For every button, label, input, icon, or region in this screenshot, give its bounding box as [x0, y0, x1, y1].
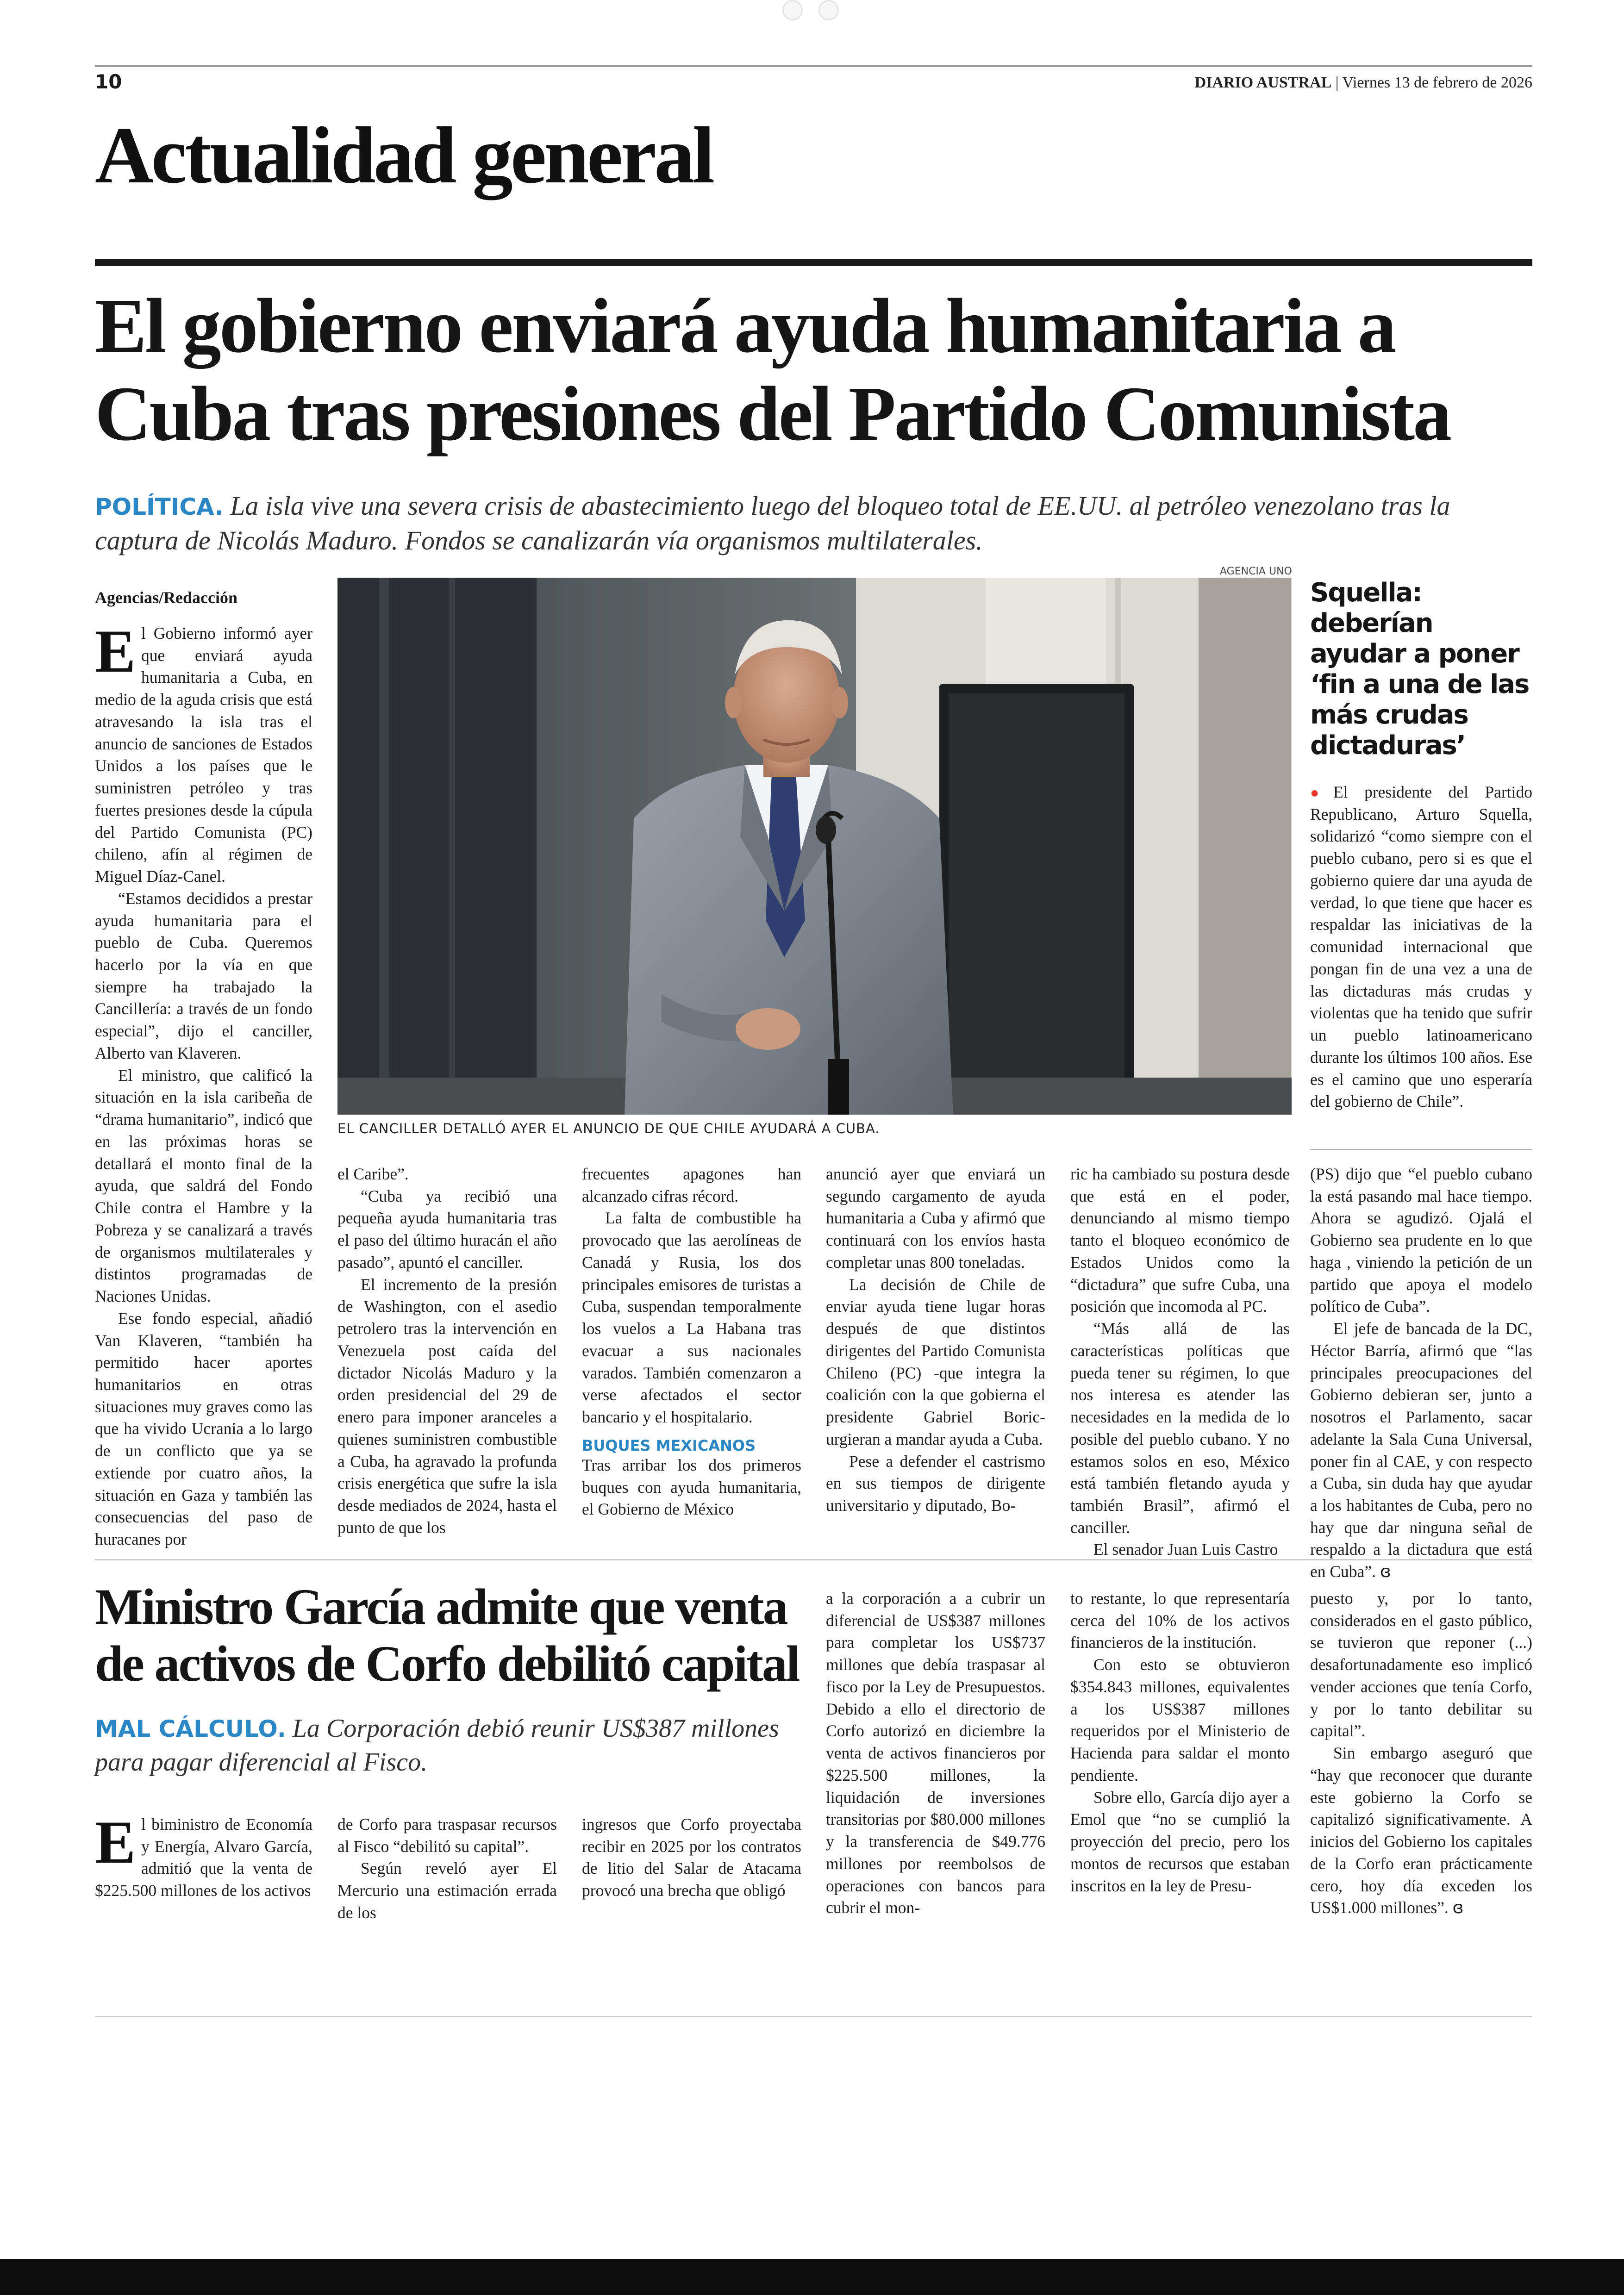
paragraph: Sobre ello, García dijo ayer a Emol que “no se cumplió la proyección del precio, pero los montos de recursos que estaban inscritos en la ley de Presu- [1070, 1788, 1290, 1895]
main-headline [95, 282, 1532, 458]
paragraph: frecuentes apagones han alcanzado cifras récord. [582, 1165, 801, 1205]
page-number: 10 [95, 70, 122, 93]
sidebar-body [1310, 781, 1532, 1113]
main-deck [95, 488, 1532, 558]
paragraph: El Gobierno informó ayer que enviará ayuda humanitaria a Cuba, en medio de la aguda crisis que está atravesando la isla tras el anuncio de sanciones de Estados Unidos a los países que le suministren petróleo y tras fuertes presiones desde la cúpula del Partido Comunista (PC) chileno, afín al régimen de Miguel Díaz-Canel. [95, 617, 312, 886]
viewer-footer-bar [0, 2259, 1624, 2295]
second-column-3 [582, 1814, 801, 1902]
paragraph: El ministro, que calificó la situación en la isla caribeña de “drama humanitario”, indicó que en las próximas horas se detallará el monto final de la ayuda, que saldrá del Fondo Chile contra el Hambre y la Pobreza y se canalizará a través de organismos multilaterales y distintos programadas de Naciones Unidas. [95, 1066, 312, 1306]
paragraph: (PS) dijo que “el pueblo cubano la está pasando mal hace tiempo. Ahora se agudizó. Ojalá el Gobierno sea prudente en lo que haga , viniendo la petición de un partido que apoya el modelo político de Cuba”. [1310, 1165, 1532, 1316]
paragraph: “Más allá de las características políticas que pueda tener su régimen, lo que nos interesa es atender las necesidades en la medida de lo posible del pueblo cubano. Y no estamos solos en eso, México está también fletando ayuda y también Brasil”, afirmó el canciller. [1070, 1319, 1290, 1537]
paragraph: Ese fondo especial, añadió Van Klaveren, “también ha permitido hacer aportes humanitarios en otras situaciones muy graves como las que ha vivido Ucrania a lo largo de un conflicto que ya se extiende por cuatro años, la situación en Gaza y también las consecuencias del paso de huracanes por [95, 1309, 312, 1549]
paragraph: La decisión de Chile de enviar ayuda tiene lugar horas después de que distintos dirigentes del Partido Comunista Chileno (PC) -que integra la coalición con la que gobierna el presidente Gabriel Boric- urgieran a mandar ayuda a Cuba. [826, 1275, 1045, 1448]
second-column-4 [826, 1588, 1045, 1919]
paragraph: puesto y, por lo tanto, considerados en el gasto público, se tuvieron que reponer (...) desafortunadamente eso implicó vender acciones que tenía Corfo, y por lo tanto debilitar su capital”. [1310, 1589, 1532, 1740]
paragraph: El incremento de la presión de Washington, con el asedio petrolero tras la intervención en Venezuela post caída del dictador Nicolás Maduro y la orden presidencial del 29 de enero para imponer aranceles a quienes suministren combustible a Cuba, ha agravado la profunda crisis energética que sufre la isla desde mediados de 2024, hasta el punto de que los [337, 1275, 557, 1537]
news-photo [337, 578, 1292, 1115]
second-column-2 [337, 1814, 557, 1924]
top-rule [95, 65, 1532, 67]
drop-cap: E [95, 617, 136, 685]
sidebar-rule [1310, 1149, 1532, 1150]
paragraph: anunció ayer que enviará un segundo cargamento de ayuda humanitaria a Cuba y afirmó que continuará con los envíos hasta completar unas 800 toneladas. [826, 1165, 1045, 1272]
section-title: Actualidad general [95, 110, 713, 200]
photo-credit: AGENCIA UNO [1220, 566, 1292, 577]
byline: Agencias/Redacción [95, 588, 237, 607]
paragraph: El senador Juan Luis Castro [1093, 1540, 1278, 1559]
kicker-label: POLÍTICA. [95, 493, 224, 520]
paragraph: “Cuba ya recibió una pequeña ayuda humanitaria tras el paso del último huracán el año pasado”, apuntó el canciller. [337, 1186, 557, 1272]
paragraph: a la corporación a a cubrir un diferencial de US$387 millones para completar los US$737 millones que debía traspasar al fisco por la Ley de Presupuestos. Debido a ello el directorio de Corfo autorizó en diciembre la venta de activos financieros por $225.500 millones, la liquidación de inversiones transitorias por $80.000 millones y la transferencia de $49.776 millones por reembolsos de operaciones con bancos para cubrir el mon- [826, 1589, 1045, 1917]
paragraph: to restante, lo que representaría cerca del 10% de los activos financieros de la institución. [1070, 1589, 1290, 1652]
article-column-1 [95, 617, 312, 1551]
headline-line: de activos de Corfo debilitó capital [95, 1635, 799, 1692]
headline-line: Cuba tras presiones del Partido Comunista [95, 370, 1450, 457]
second-column-6 [1310, 1588, 1532, 1919]
paragraph: Sin embargo aseguró que “hay que reconocer que durante este gobierno la Corfo se capitalizó significativamente. A inicios del Gobierno los capitales de la Corfo eran prácticamente cero, hoy día exceden los US$1.000 millones”. ɞ [1310, 1744, 1532, 1918]
issue-date: Viernes 13 de febrero de 2026 [1342, 74, 1532, 91]
paragraph: Según reveló ayer El Mercurio una estimación errada de los [337, 1859, 557, 1922]
paragraph: Tras arribar los dos primeros buques con ayuda humanitaria, el Gobierno de México [582, 1455, 801, 1519]
second-column-5 [1070, 1588, 1290, 1897]
deck-text: La Corporación debió reunir US$387 millones para pagar diferencial al Fisco. [95, 1714, 779, 1777]
dateline-separator: | [1335, 74, 1343, 91]
paragraph: La falta de combustible ha provocado que las aerolíneas de Canadá y Rusia, los dos principales emisores de turistas a Cuba, suspendan temporalmente los vuelos a La Habana tras evacuar a sus nacionales varados. También comenzaron a verse afectados el sector bancario y el hospitalario. [582, 1209, 801, 1427]
photo-illustration [337, 578, 1292, 1115]
end-mark-icon: ɞ [1452, 1898, 1464, 1918]
sidebar-paragraph: ● El presidente del Partido Republicano, Arturo Squella, solidarizó “como siempre con el pueblo cubano, pero si es que el gobierno quiere dar una ayuda de verdad, lo que tiene que hacer es respaldar las iniciativas de la comunidad internacional que pongan fin de una vez a una de las dictaduras más crudas y violentas que ha tenido que sufrir un pueblo latinoamericano durante los últimos 100 años. Ese es el camino que uno esperaría del gobierno de Chile”. [1310, 783, 1532, 1111]
second-deck [95, 1712, 812, 1779]
paragraph: ingresos que Corfo proyectaba recibir en 2025 por los contratos de litio del Salar de Atacama provocó una brecha que obligó [582, 1815, 801, 1900]
paragraph: El biministro de Economía y Energía, Alvaro García, admitió que la venta de $225.500 millones de los activos [95, 1808, 312, 1900]
drop-cap: E [95, 1808, 136, 1876]
article-column-3 [582, 1163, 801, 1521]
paragraph: el Caribe”. [337, 1165, 409, 1183]
paragraph: “Estamos decididos a prestar ayuda humanitaria para el pueblo de Cuba. Queremos hacerlo por la vía en que siempre ha trabajado la Cancillería: a través de un fondo especial”, dijo el canciller, Alberto van Klaveren. [95, 889, 312, 1062]
article-column-6 [1310, 1163, 1532, 1583]
bullet-icon: ● [1310, 784, 1331, 801]
subhead: BUQUES MEXICANOS [582, 1436, 756, 1454]
dateline [1195, 74, 1532, 92]
article-column-5 [1070, 1163, 1290, 1561]
article-divider [95, 1559, 1532, 1560]
paragraph: El jefe de bancada de la DC, Héctor Barría, afirmó que “las principales preocupaciones del Gobierno debieran ser, junto a nosotros el Parlamento, sacar adelante la Sala Cuna Universal, poner fin al CAE, y con respecto a Cuba, sin duda hay que ayudar a los habitantes de Cuba, pero no hay que dar ninguna señal de respaldo a la dictadura que está en Cuba”. ɞ [1310, 1319, 1532, 1582]
paper-name: DIARIO AUSTRAL [1194, 74, 1332, 91]
end-mark-icon: ɞ [1380, 1562, 1391, 1582]
photo-caption: EL CANCILLER DETALLÓ AYER EL ANUNCIO DE QUE CHILE AYUDARÁ A CUBA. [337, 1121, 880, 1136]
paragraph: de Corfo para traspasar recursos al Fisco “debilitó su capital”. [337, 1815, 557, 1856]
bottom-rule [95, 2016, 1532, 2017]
headline-line: El gobierno enviará ayuda humanitaria a [95, 283, 1395, 369]
page-indicator[interactable] [782, 0, 839, 20]
sidebar-title: Squella: deberían ayudar a poner ‘fin a una de las más crudas dictaduras’ [1310, 578, 1529, 761]
deck-text: La isla vive una severa crisis de abastecimiento luego del bloqueo total de EE.UU. al petróleo venezolano tras la captura de Nicolás Maduro. Fondos se canalizarán vía organismos multilaterales. [95, 491, 1450, 556]
article-column-2 [337, 1163, 557, 1539]
section-rule [95, 259, 1532, 266]
paragraph: ric ha cambiado su postura desde que está en el poder, denunciando al mismo tiempo tanto el bloqueo económico de Estados Unidos como la “dictadura” que sufre Cuba, una posición que incomoda al PC. [1070, 1165, 1290, 1316]
page-indicator-dot[interactable] [782, 0, 803, 20]
paragraph: Pese a defender el castrismo en sus tiempos de dirigente universitario y diputado, Bo- [826, 1452, 1045, 1515]
page-indicator-dot[interactable] [818, 0, 839, 20]
kicker-label: MAL CÁLCULO. [95, 1715, 286, 1742]
second-headline [95, 1578, 812, 1692]
second-column-1 [95, 1808, 312, 1902]
headline-line: Ministro García admite que venta [95, 1578, 787, 1635]
article-column-4 [826, 1163, 1045, 1517]
paragraph: Con esto se obtuvieron $354.843 millones, equivalentes a los US$387 millones requeridos por el Ministerio de Hacienda para saldar el monto pendiente. [1070, 1655, 1290, 1784]
